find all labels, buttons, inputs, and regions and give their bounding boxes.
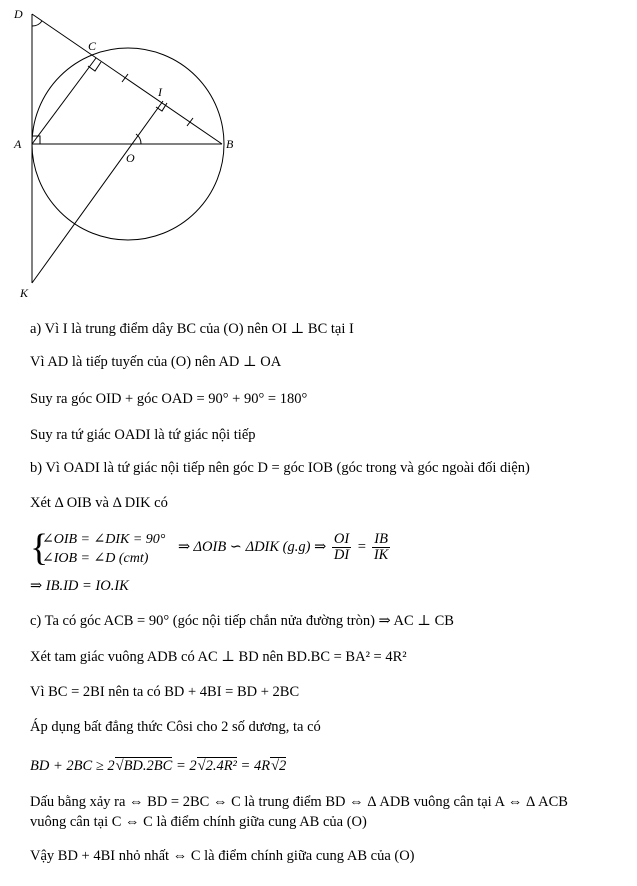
angle-mark-d bbox=[32, 21, 42, 26]
sqrt-bd-2bc: √BD.2BC bbox=[115, 758, 173, 774]
geometry-figure bbox=[0, 0, 260, 305]
text-a-line3: Suy ra góc OID + góc OAD = 90° + 90° = 180° bbox=[30, 391, 308, 407]
text-b-line1: b) Vì OADI là tứ giác nội tiếp nên góc D = góc IOB (góc trong và góc ngoài đối diện) bbox=[30, 460, 530, 476]
system-block bbox=[30, 528, 590, 574]
right-angle-i bbox=[156, 103, 167, 111]
sqrt-2-4r2: √2.4R² bbox=[197, 758, 237, 774]
label-a: A bbox=[14, 137, 22, 151]
label-c: C bbox=[88, 39, 97, 53]
ineq-sqrt2: 2.4R² bbox=[205, 758, 237, 774]
system-line-1: ∠OIB = ∠DIK = 90° bbox=[42, 532, 166, 547]
tick-mark-2 bbox=[187, 118, 193, 126]
text-b-conclusion: ⇒ IB.ID = IO.IK bbox=[30, 578, 129, 594]
ineq-sqrt3: 2 bbox=[279, 758, 287, 774]
text-a-line1: a) Vì I là trung điểm dây BC của (O) nên OI ⊥ BC tại I bbox=[30, 321, 354, 337]
tick-mark-1 bbox=[122, 74, 128, 82]
fraction-ib-ik bbox=[372, 532, 390, 563]
text-c-line3: Vì BC = 2BI nên ta có BD + 4BI = BD + 2BC bbox=[30, 684, 300, 700]
label-o: O bbox=[126, 151, 135, 165]
fraction-oi-di bbox=[332, 532, 351, 563]
text-c-line1: c) Ta có góc ACB = 90° (góc nội tiếp chắn nửa đường tròn) ⇒ AC ⊥ CB bbox=[30, 613, 454, 629]
system-line-2: ∠IOB = ∠D (cmt) bbox=[42, 551, 149, 566]
frac1-num: OI bbox=[333, 531, 350, 547]
text-b-line2: Xét Δ OIB và Δ DIK có bbox=[30, 495, 168, 511]
frac2-num: IB bbox=[374, 531, 388, 547]
similarity-result bbox=[178, 532, 392, 563]
system-lines bbox=[42, 530, 165, 568]
ineq-sqrt1: BD.2BC bbox=[123, 758, 173, 774]
text-c-line5: Dấu bằng xảy ra ⇔ BD = 2BC ⇔ C là trung điểm BD ⇔ Δ ADB vuông cân tại A ⇔ Δ ACB bbox=[30, 794, 568, 810]
sqrt-2: √2 bbox=[271, 758, 287, 774]
similarity-prefix: ⇒ ΔOIB ∽ ΔDIK (g.g) ⇒ bbox=[178, 538, 327, 555]
label-k: K bbox=[20, 286, 29, 300]
label-b: B bbox=[226, 137, 234, 151]
label-d: D bbox=[14, 7, 23, 21]
fraction-equals: = bbox=[356, 538, 367, 555]
frac1-den: DI bbox=[333, 547, 350, 563]
frac2-den: IK bbox=[373, 547, 389, 563]
ineq-left: BD + 2BC ≥ 2 bbox=[30, 758, 115, 774]
ineq-mid: = 2 bbox=[172, 758, 197, 774]
ineq-right: = 4R bbox=[236, 758, 271, 774]
text-a-line4: Suy ra tứ giác OADI là tứ giác nội tiếp bbox=[30, 427, 256, 443]
line-ac bbox=[32, 58, 96, 144]
text-c-line2: Xét tam giác vuông ADB có AC ⊥ BD nên BD.BC = BA² = 4R² bbox=[30, 649, 407, 665]
text-c-line4: Áp dụng bất đẳng thức Côsi cho 2 số dương, ta có bbox=[30, 719, 321, 735]
text-c-line6: vuông cân tại C ⇔ C là điểm chính giữa cung AB của (O) bbox=[30, 814, 367, 830]
line-db bbox=[32, 14, 222, 144]
inequality-line bbox=[30, 757, 286, 775]
label-i: I bbox=[158, 85, 162, 99]
text-a-line2: Vì AD là tiếp tuyến của (O) nên AD ⊥ OA bbox=[30, 354, 282, 370]
line-ik bbox=[32, 101, 163, 283]
text-c-line7: Vậy BD + 4BI nhỏ nhất ⇔ C là điểm chính giữa cung AB của (O) bbox=[30, 848, 415, 864]
left-brace: { bbox=[30, 527, 49, 569]
